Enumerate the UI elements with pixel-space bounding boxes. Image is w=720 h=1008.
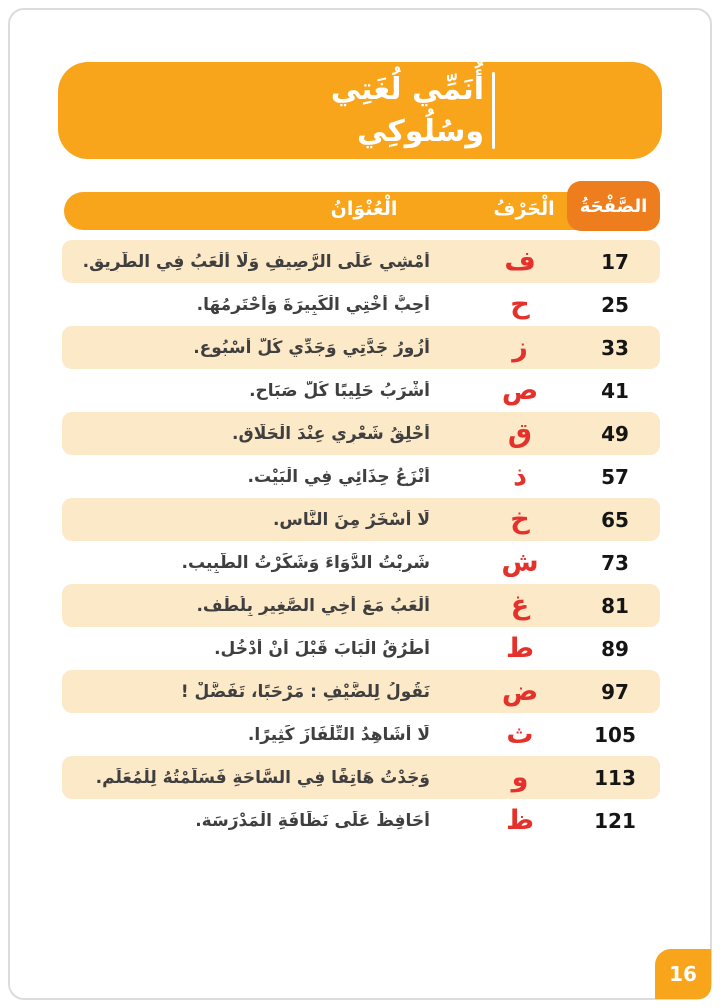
toc-entry-page: 65 — [601, 507, 629, 532]
toc-entry-title: أَحْلِقُ شَعْرِي عِنْدَ الْحَلَّاق. — [232, 423, 430, 444]
toc-entry-letter: ص — [501, 375, 539, 406]
page-number: 16 — [669, 962, 697, 986]
toc-row — [62, 670, 660, 713]
banner-divider — [492, 72, 495, 149]
toc-entry-letter: ق — [507, 418, 533, 449]
toc-entry-page: 121 — [594, 808, 636, 833]
toc-entry-letter: ذ — [513, 461, 527, 492]
toc-entry-letter: ث — [506, 719, 534, 750]
toc-row — [62, 627, 660, 670]
toc-row — [62, 584, 660, 627]
toc-entry-title: أَنْزَعُ حِذَائِي فِي الْبَيْت. — [247, 466, 430, 487]
toc-entry-page: 17 — [601, 249, 629, 274]
toc-entry-page: 89 — [601, 636, 629, 661]
toc-entry-letter: و — [511, 762, 529, 793]
toc-row — [62, 326, 660, 369]
toc-entry-letter: ز — [512, 332, 528, 363]
toc-entry-title: أَزُورُ جَدَّتِي وَجَدِّي كُلَّ أُسْبُوع. — [193, 337, 430, 358]
toc-entry-title: شَرِبْتُ الدَّوَاءَ وَشَكَرْتُ الطَّبِيب. — [181, 552, 430, 573]
toc-entry-page: 73 — [601, 550, 629, 575]
book-title — [331, 69, 484, 153]
toc-entry-letter: ط — [505, 633, 535, 664]
header-letter-column: الْحَرْفُ — [493, 198, 555, 220]
toc-entry-page: 57 — [601, 464, 629, 489]
toc-row — [62, 713, 660, 756]
toc-row — [62, 498, 660, 541]
toc-entry-title: أُحَافِظُ عَلَى نَظَافَةِ الْمَدْرَسَة. — [195, 810, 430, 831]
toc-row — [62, 283, 660, 326]
toc-entry-page: 113 — [594, 765, 636, 790]
toc-entry-letter: خ — [510, 504, 530, 535]
toc-entry-page: 49 — [601, 421, 629, 446]
toc-row — [62, 756, 660, 799]
toc-entry-page: 97 — [601, 679, 629, 704]
table-header-bar — [64, 192, 640, 230]
title-banner — [58, 62, 662, 159]
toc-entry-page: 25 — [601, 292, 629, 317]
toc-entry-page: 33 — [601, 335, 629, 360]
toc-entry-page: 81 — [601, 593, 629, 618]
toc-entry-letter: ح — [510, 289, 530, 320]
toc-entry-title: أَلْعَبُ مَعَ أَخِي الصَّغِيرِ بِلُطْف. — [196, 595, 430, 616]
book-title-line1: أُنَمِّي لُغَتِي — [330, 72, 484, 107]
toc-entry-title: لَا أُشَاهِدُ التِّلْفَازَ كَثِيرًا. — [247, 724, 430, 745]
toc-entry-letter: ف — [504, 246, 536, 277]
toc-entry-letter: غ — [510, 590, 530, 621]
toc-entry-title: أَطْرُقُ الْبَابَ قَبْلَ أَنْ أَدْخُل. — [214, 638, 430, 659]
header-title-column: الْعُنْوَانُ — [330, 198, 398, 220]
toc-row — [62, 799, 660, 842]
book-title-line2: وسُلُوكِي — [356, 114, 484, 149]
toc-entry-page: 105 — [594, 722, 636, 747]
toc-row — [62, 455, 660, 498]
toc-entry-letter: ض — [501, 676, 539, 707]
page-number-tab — [655, 949, 711, 999]
toc-table — [62, 240, 660, 842]
toc-row — [62, 240, 660, 283]
toc-row — [62, 369, 660, 412]
toc-row — [62, 541, 660, 584]
toc-entry-title: أَشْرَبُ حَلِيبًا كُلَّ صَبَاح. — [249, 380, 430, 401]
header-page-column: الصَّفْحَةُ — [567, 181, 660, 231]
toc-entry-title: أَمْشِي عَلَى الرَّصِيفِ وَلَا أَلْعَبُ فِي الطَّرِيق. — [82, 251, 430, 272]
toc-row — [62, 412, 660, 455]
toc-entry-title: لَا أَسْخَرُ مِنَ النَّاس. — [272, 509, 430, 530]
toc-entry-title: وَجَدْتُ هَاتِفًا فِي السَّاحَةِ فَسَلَّمْتُهُ لِلْمُعَلِّم. — [95, 767, 430, 788]
toc-entry-letter: ش — [501, 547, 539, 578]
toc-entry-title: نَقُولُ لِلضَّيْفِ : مَرْحَبًا، تَفَضَّلْ ! — [180, 681, 430, 702]
toc-entry-title: أُحِبُّ أُخْتِي الْكَبِيرَةَ وَأَحْتَرِمُهَا. — [196, 294, 430, 315]
toc-entry-letter: ظ — [505, 805, 535, 836]
toc-entry-page: 41 — [601, 378, 629, 403]
